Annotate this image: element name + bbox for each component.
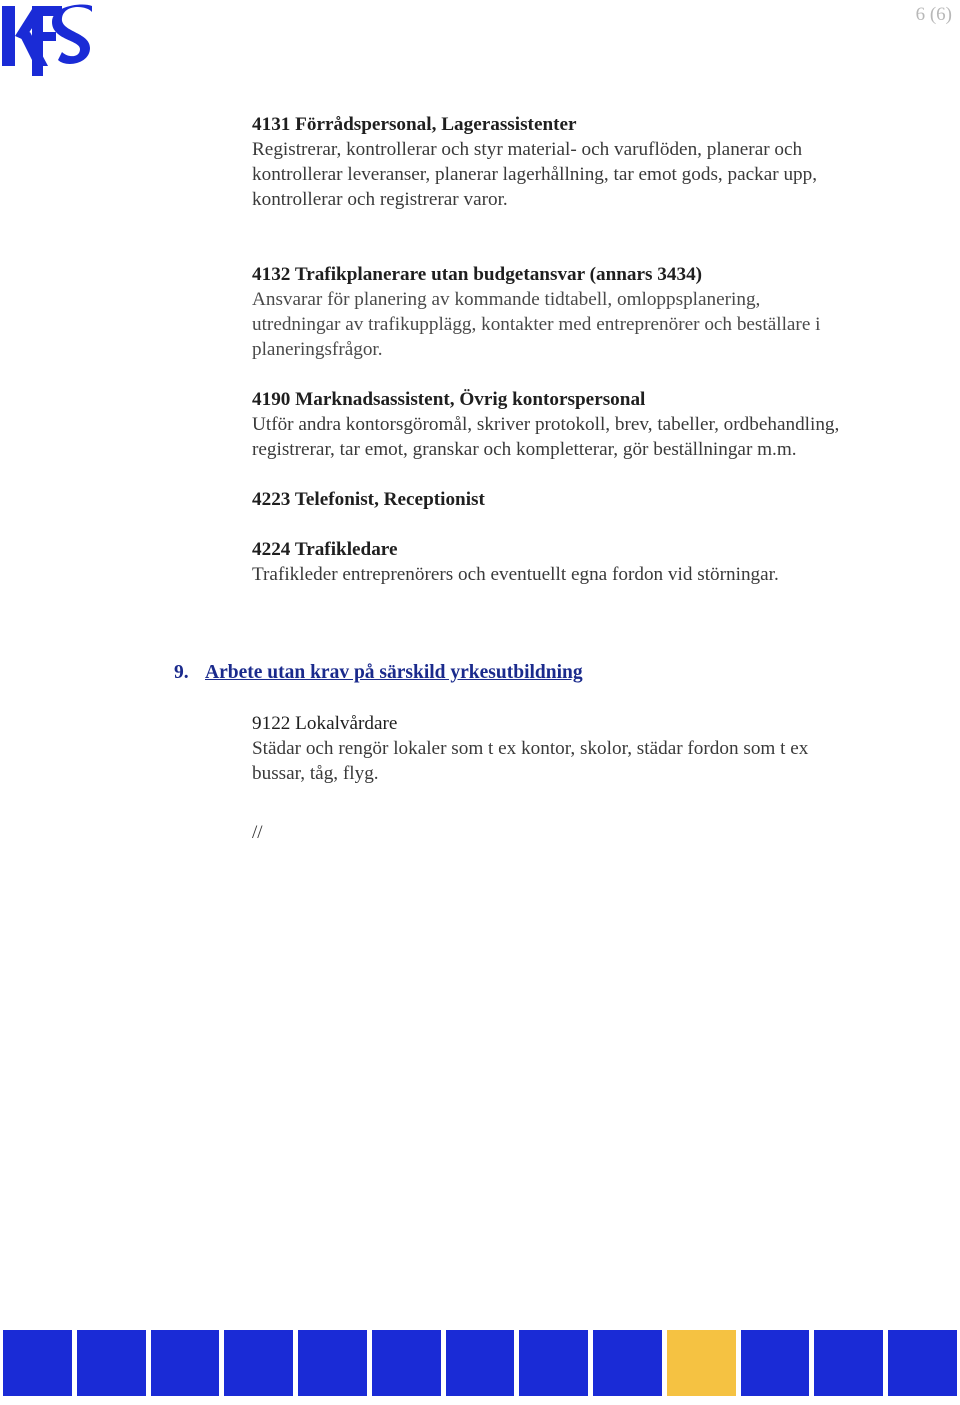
footer-block-blue	[519, 1330, 588, 1396]
entry-4223	[252, 487, 852, 512]
entry-title: 4224 Trafikledare	[252, 539, 398, 560]
entry-description: Städar och rengör lokaler som t ex kontor, skolor, städar fordon som t ex bussar, tåg, flyg.	[252, 738, 809, 784]
footer-block-blue	[814, 1330, 883, 1396]
entry-description: Registrerar, kontrollerar och styr material- och varuflöden, planerar och kontrollerar leveranser, planerar lagerhållning, tar emot gods, packar upp, kontrollerar och registrerar varor.	[252, 139, 818, 210]
footer-block-blue	[3, 1330, 72, 1396]
kfs-logo-graphic	[2, 2, 94, 76]
footer-block-blue	[446, 1330, 515, 1396]
footer-block-blue	[151, 1330, 220, 1396]
footer-block-blue	[77, 1330, 146, 1396]
page-number: 6 (6)	[915, 4, 952, 25]
entry-description: Utför andra kontorsgöromål, skriver protokoll, brev, tabeller, ordbehandling, registrerar, tar emot, granskar och kompletterar, gör beställningar m.m.	[252, 414, 840, 460]
entry-title: 4190 Marknadsassistent, Övrig kontorspersonal	[252, 389, 646, 410]
footer-color-bar	[3, 1330, 957, 1396]
footer-block-blue	[741, 1330, 810, 1396]
end-mark: //	[252, 822, 263, 843]
entry-description: Ansvarar för planering av kommande tidtabell, omloppsplanering, utredningar av trafikupplägg, kontakter med entreprenörer och beställare i planeringsfrågor.	[252, 289, 821, 360]
footer-block-yellow	[667, 1330, 736, 1396]
footer-block-blue	[298, 1330, 367, 1396]
section-heading	[174, 660, 583, 686]
entry-title: 9122 Lokalvårdare	[252, 713, 398, 734]
entry-4224	[252, 537, 852, 587]
entry-4190	[252, 387, 852, 462]
entry-4132	[252, 262, 852, 362]
entry-title: 4132 Trafikplanerare utan budgetansvar (annars 3434)	[252, 264, 703, 285]
document-body	[252, 112, 852, 587]
entry-9122	[252, 711, 852, 786]
entry-4131	[252, 112, 852, 212]
footer-block-blue	[224, 1330, 293, 1396]
section-title: Arbete utan krav på särskild yrkesutbildning	[205, 662, 583, 683]
entry-description: Trafikleder entreprenörers och eventuellt egna fordon vid störningar.	[252, 564, 779, 585]
section-body	[252, 711, 852, 844]
kfs-logo	[2, 2, 94, 76]
section-number: 9.	[174, 662, 189, 683]
footer-block-blue	[593, 1330, 662, 1396]
entry-title: 4131 Förrådspersonal, Lagerassistenter	[252, 114, 577, 135]
footer-block-blue	[888, 1330, 957, 1396]
entry-title: 4223 Telefonist, Receptionist	[252, 489, 485, 510]
footer-block-blue	[372, 1330, 441, 1396]
